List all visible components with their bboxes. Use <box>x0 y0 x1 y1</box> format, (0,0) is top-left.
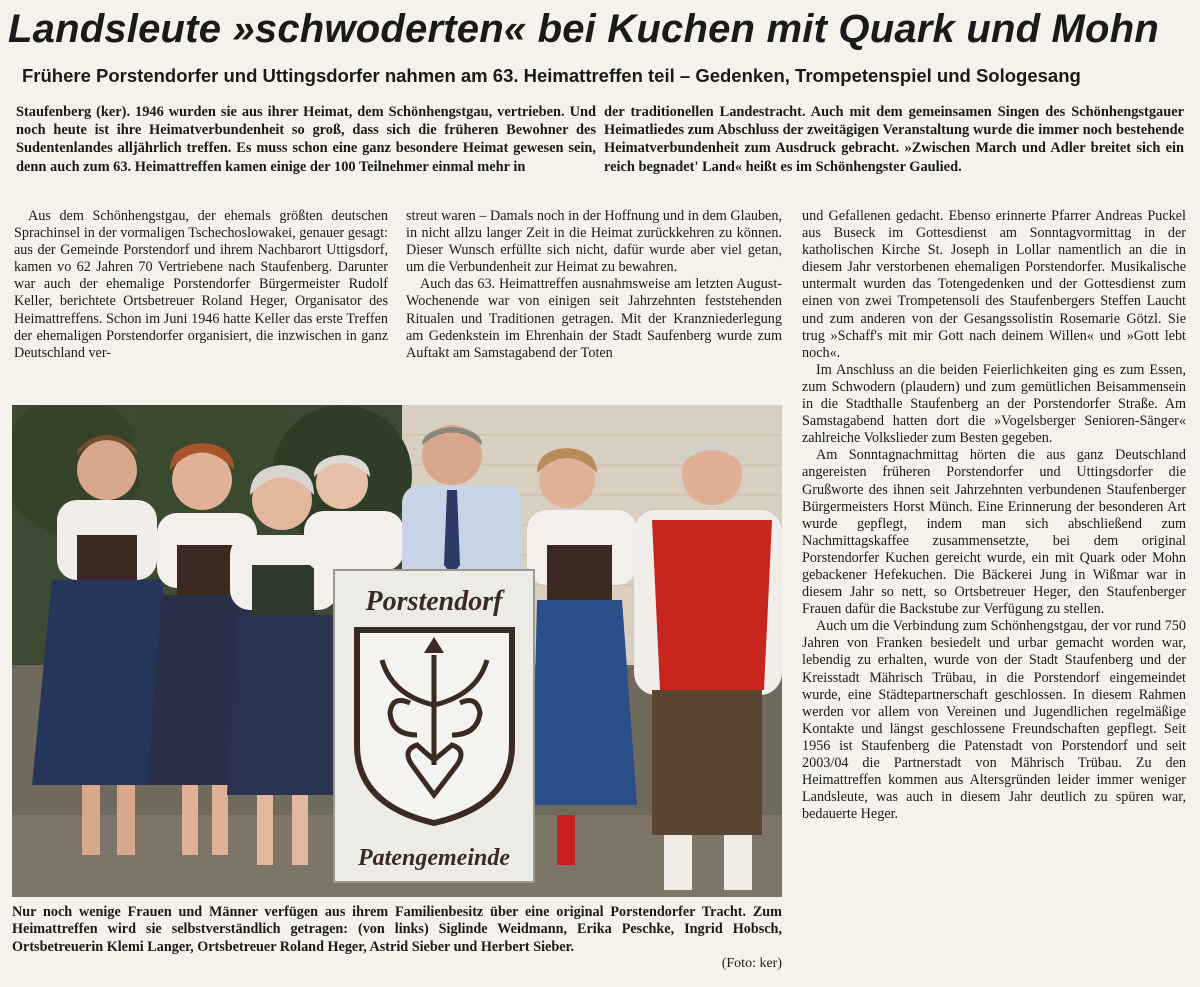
subheadline: Frühere Porstendorfer und Uttingsdorfer nahmen am 63. Heimattreffen teil – Gedenken, Trompetenspiel und Sologesang <box>22 65 1081 86</box>
col2-paragraph-2: Auch das 63. Heimattreffen ausnahmsweise am letzten August-Wochenende war von einigen seit Jahrzehnten feststehenden Ritualen und Traditionen getragen. Mit der Kranzniederlegung am Gedenkstein im Ehrenhain der Stadt Saufenberg wurde zum Auftakt am Samstagabend der Toten <box>406 276 782 361</box>
group-photo-illustration <box>12 405 782 897</box>
headline: Landsleute »schwoderten« bei Kuchen mit Quark und Mohn <box>8 7 1159 51</box>
person-6 <box>527 448 637 865</box>
sign-subtitle: Patengemeinde <box>358 845 510 871</box>
group-photo <box>12 405 782 897</box>
col1-paragraph-1: Aus dem Schönhengstgau, der ehemals größten deutschen Sprachinsel in der vormaligen Tschechoslowakei, genauer gesagt: aus der Gemeinde Porstendorf und ihrem Nachbarort Uttigsdorf, kamen vo 62 Jahren 70 Vertriebene nach Staufenberg. Darunter war auch der ehemalige Porstendorfer Bürgermeister Rudolf Keller, berichtete Ortsbetreuer Roland Heger, Organisator des Heimattreffens. Schon im Juni 1946 hatte Keller das erste Treffen der ehemaligen Porstendorfer organisiert, die inzwischen in ganz Deutschland ver- <box>14 208 388 361</box>
col3-paragraph-1: und Gefallenen gedacht. Ebenso erinnerte Pfarrer Andreas Puckel aus Buseck im Gottesdienst am Sonntagvormittag in der katholischen Kirche St. Joseph in Lollar namentlich an die in diesem Jahr verstorbenen ehemaligen Porstendorfer. Musikalische untermalt wurden das Totengedenken und der Gottesdienst zum einen von zwei Trompetensoli des Staufenbergers Steffen Laucht und zum anderen von der Gesangssolistin Rosemarie Götzl. Sie trug »Schaff's mit mir Gott nach deinem Willen« und »Gott lebt noch«. <box>802 208 1186 361</box>
col2-paragraph-1: streut waren – Damals noch in der Hoffnung und in dem Glauben, in nicht allzu langer Zeit in die Heimat zurückkehren zu können. Dieser Wunsch erfüllte sich nicht, dafür wurde aber viel getan, um die Verbundenheit zur Heimat zu bewahren. <box>406 208 782 276</box>
article-column-2 <box>406 208 782 362</box>
photo-caption <box>12 904 782 956</box>
lead-text-left: Staufenberg (ker). 1946 wurden sie aus ihrer Heimat, dem Schönhengstgau, vertrieben. Und noch heute ist ihre Heimatverbundenheit so groß, dass sich die früheren Bewohner des Sudentenlandes alljährlich treffen. Es muss schon eine ganz besondere Heimat gewesen sein, denn auch zum 63. Heimattreffen kamen einige der 100 Teilnehmer einmal mehr in <box>16 104 596 175</box>
porstendorf-sign <box>334 570 534 882</box>
lead-paragraph-right <box>604 103 1184 176</box>
lead-text-right: der traditionellen Landestracht. Auch mit dem gemeinsamen Singen des Schönhengstgauer Heimatliedes zum Abschluss der zweitägigen Veranstaltung wurde die immer noch bestehende Heimatverbundenheit zum Ausdruck gebracht. »Zwischen March und Adler breitet sich ein reich begnadet' Land« heißt es im Schönhengster Gaulied. <box>604 104 1184 175</box>
person-7 <box>634 443 782 890</box>
caption-text: Nur noch wenige Frauen und Männer verfügen aus ihrem Familienbesitz über eine original Porstendorfer Tracht. Zum Heimattreffen wird sie selbstverständlich getragen: (von links) Siglinde Weidmann, Erika Peschke, Ingrid Hobsch, Ortsbetreuerin Klemi Langer, Ortsbetreuer Roland Heger, Astrid Sieber und Herbert Sieber. <box>12 904 782 955</box>
lead-paragraph-left <box>16 103 596 176</box>
col3-paragraph-3: Am Sonntagnachmittag hörten die aus ganz Deutschland angereisten früheren Porstendorfer und Uttingsdorfer die Grußworte des ihnen seit Jahrzehnten verbundenen Staufenberger Bürgermeisters Horst Münch. Eine Erinnerung der besonderen Art wurde gepflegt, indem man sich abschließend zum Nachmittagskaffee zusammensetzte, bei dem original Porstendorfer Kuchen gereicht wurde, ein mit Quark oder Mohn gebackener Hefekuchen. Die Bäckerei Jung in Wißmar war in diesem Jahr so nett, so Ortsbetreuer Heger, den Staufenberger Frauen dafür die Backstube zur Verfügung zu stellen. <box>802 447 1186 618</box>
col3-paragraph-4: Auch um die Verbindung zum Schönhengstgau, der vor rund 750 Jahren von Franken besiedelt und urbar gemacht worden war, lebendig zu erhalten, wurde von der Stadt Staufenberg und der Kreisstadt Mährisch Trübau, in die Porstendorf eingemeindet wurde, eine Städtepartnerschaft geschlossen. In diesem Rahmen werden vor allem von Vereinen und Jugendlichen regelmäßige Kontakte und längst geschlossene Freundschaften gepflegt. Seit 1956 ist Staufenberg die Patenstadt von Porstendorf und seit 2003/04 die Partnerstadt von Mährisch Trübau. Zu den Heimattreffen kommen aus Altersgründen leider immer weniger Landsleute, was auch in diesem Jahr deutlich zu spüren war, bedauerte Heger. <box>802 618 1186 823</box>
photo-credit: (Foto: ker) <box>721 956 782 971</box>
col3-paragraph-2: Im Anschluss an die beiden Feierlichkeiten ging es zum Essen, zum Schwodern (plaudern) und zum gemütlichen Beisammensein in die Stadthalle Staufenberg an der Porstendorfer Straße. Am Samstagabend hatten dort die »Vogelsberger Senioren-Sänger« zahlreiche Volkslieder zum Besten gegeben. <box>802 361 1186 447</box>
article-column-3 <box>802 208 1186 823</box>
article-column-1 <box>14 208 388 362</box>
sign-title: Porstendorf <box>365 586 503 617</box>
